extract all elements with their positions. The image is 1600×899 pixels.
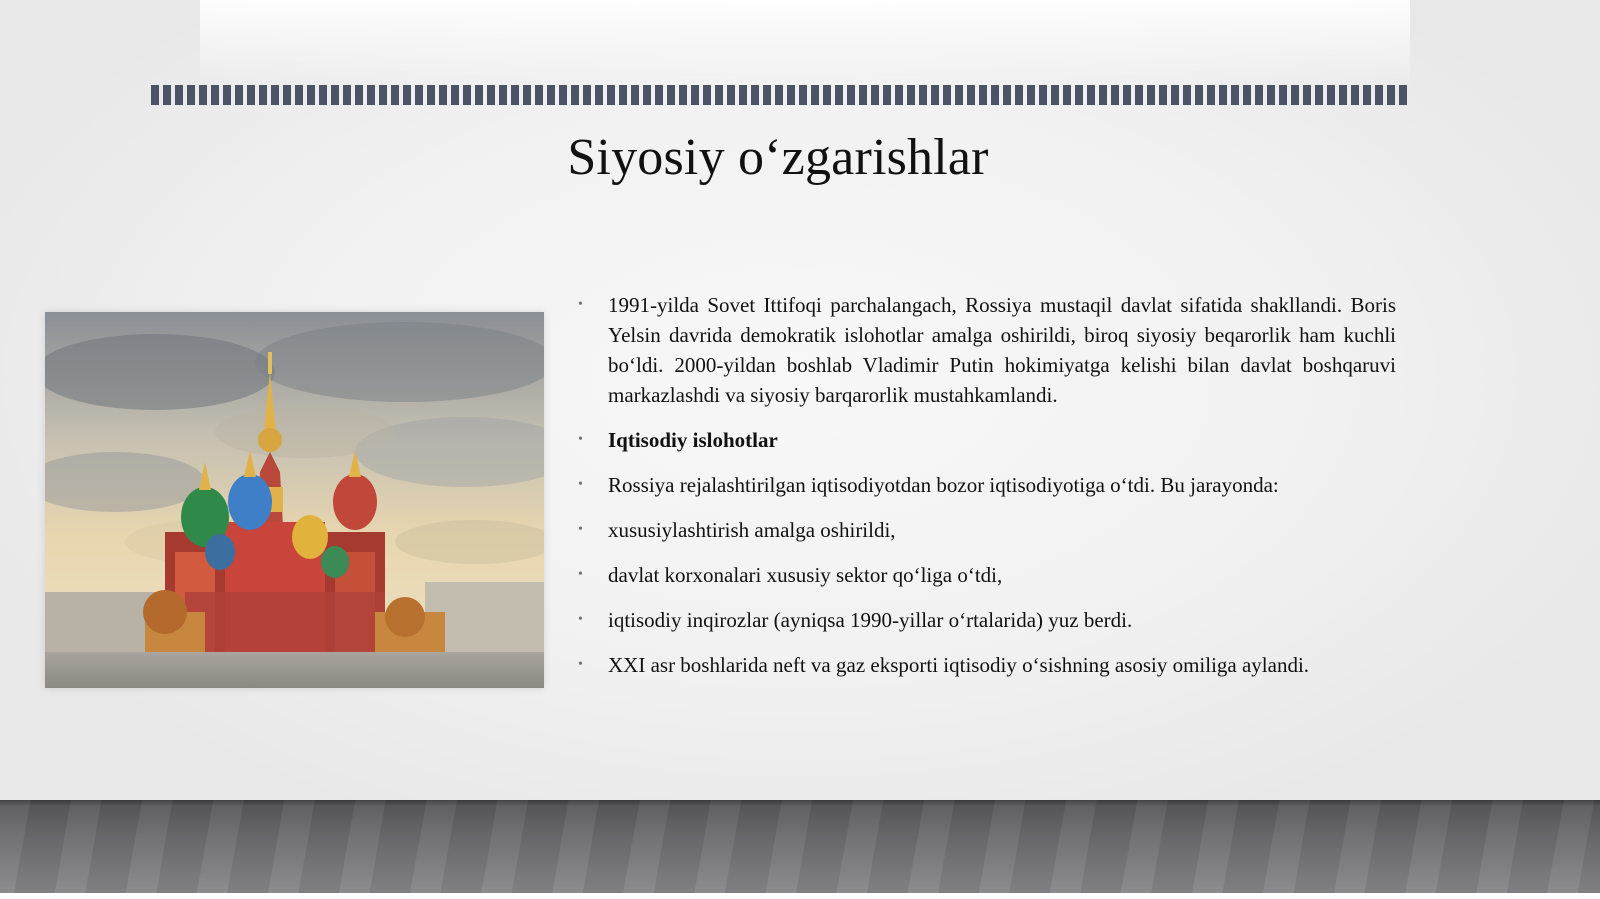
bullet-text: iqtisodiy inqirozlar (ayniqsa 1990-yillar o‘rtalarida) yuz berdi.: [608, 608, 1133, 632]
bottom-strip: [0, 893, 1600, 899]
bullet-text: Iqtisodiy islohotlar: [608, 428, 778, 452]
decorative-stripe: [151, 85, 1409, 105]
list-item: [576, 425, 1396, 455]
bullet-dot: •: [578, 612, 583, 627]
bullet-dot: •: [578, 432, 583, 447]
list-item: [576, 290, 1396, 410]
bullet-dot: •: [578, 567, 583, 582]
bullet-text: xususiylashtirish amalga oshirildi,: [608, 518, 896, 542]
bullet-list: [576, 290, 1396, 695]
list-item: [576, 605, 1396, 635]
list-item: [576, 560, 1396, 590]
cathedral-photo: [45, 312, 544, 688]
floor-texture: [0, 800, 1600, 899]
list-item: [576, 650, 1396, 680]
bullet-text: davlat korxonalari xususiy sektor qo‘liga o‘tdi,: [608, 563, 1003, 587]
slide-title: Siyosiy o‘zgarishlar: [567, 129, 989, 186]
bullet-dot: •: [578, 477, 583, 492]
top-glow: [200, 0, 1410, 90]
list-item: [576, 470, 1396, 500]
bullet-dot: •: [578, 522, 583, 537]
bullet-text: 1991-yilda Sovet Ittifoqi parchalangach, Rossiya mustaqil davlat sifatida shakllandi. Boris Yelsin davrida demokratik islohotlar amalga oshirildi, biroq siyosiy beqarorlik ham kuchli bo‘ldi. 2000-yildan boshlab Vladimir Putin hokimiyatga kelishi bilan davlat boshqaruvi markazlashdi va siyosiy barqarorlik mustahkamlandi.: [608, 293, 1396, 407]
bullet-text: XXI asr boshlarida neft va gaz eksporti iqtisodiy o‘sishning asosiy omiliga aylandi.: [608, 653, 1310, 677]
bullet-dot: •: [578, 657, 583, 672]
bullet-text: Rossiya rejalashtirilgan iqtisodiyotdan bozor iqtisodiyotiga o‘tdi. Bu jarayonda:: [608, 473, 1279, 497]
bullet-dot: •: [578, 297, 583, 312]
list-item: [576, 515, 1396, 545]
